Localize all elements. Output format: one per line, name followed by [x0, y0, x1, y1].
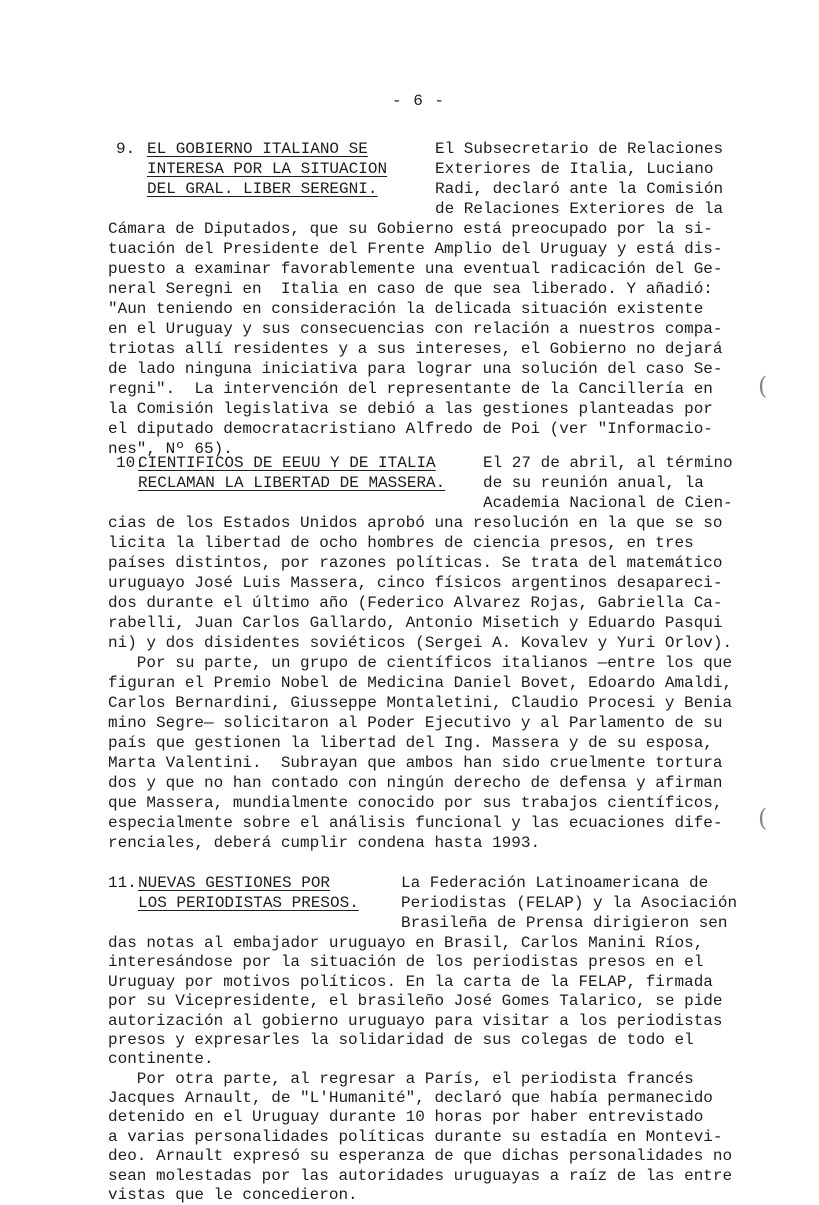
section-10-body-line: cias de los Estados Unidos aprobó una resolución en la que se so	[108, 514, 723, 532]
section-9-number: 9.	[116, 140, 136, 158]
section-9-intro-line: de Relaciones Exteriores de la	[435, 200, 724, 218]
section-10-body-line: Por su parte, un grupo de científicos italianos —entre los que	[108, 654, 733, 672]
section-10-body-line: uruguayo José Luis Massera, cinco físicos argentinos desapareci-	[108, 574, 723, 592]
section-10-body-line: Carlos Bernardini, Giusseppe Montaletini, Claudio Procesi y Benia	[108, 694, 733, 712]
section-11-body-line: por su Vicepresidente, el brasileño José Gomes Talarico, se pide	[108, 992, 723, 1011]
section-10-number: 10.	[116, 454, 145, 472]
section-9-heading-line: EL GOBIERNO ITALIANO SE	[147, 140, 368, 158]
section-11-heading-line: LOS PERIODISTAS PRESOS.	[138, 894, 359, 912]
section-10-body-line: Marta Valentini. Subrayan que ambos han sido cruelmente tortura	[108, 754, 723, 772]
section-10-body-line: países distintos, por razones políticas. Se trata del matemático	[108, 554, 723, 572]
section-11-body-line: Uruguay por motivos políticos. En la carta de la FELAP, firmada	[108, 972, 713, 991]
section-11-body-line: interesándose por la situación de los periodistas presos en el	[108, 953, 704, 972]
margin-mark: (	[758, 372, 768, 400]
section-11-body-line: deo. Arnault expresó su esperanza de que dichas personalidades no	[108, 1147, 733, 1166]
section-11-body-line: sean molestadas por las autoridades uruguayas a raíz de las entre	[108, 1166, 733, 1185]
section-10-body-line: país que gestionen la libertad del Ing. Massera y de su esposa,	[108, 734, 713, 752]
section-10-body-line: dos durante el último año (Federico Alvarez Rojas, Gabriella Ca-	[108, 594, 723, 612]
section-10-body-line: dos y que no han contado con ningún derecho de defensa y afirman	[108, 774, 723, 792]
section-9-body-line: regni". La intervención del representante de la Cancillería en	[108, 380, 713, 398]
section-9-body-line: puesto a examinar favorablemente una eventual radicación del Ge-	[108, 260, 723, 278]
section-10-intro-line: Academia Nacional de Cien-	[483, 494, 733, 512]
section-9-body-line: nes", Nº 65).	[108, 440, 233, 458]
section-9-heading-line: INTERESA POR LA SITUACION	[147, 160, 388, 178]
section-9-body-line: el diputado democratacristiano Alfredo de Poi (ver "Informacio-	[108, 420, 713, 438]
section-9-body-line: en el Uruguay y sus consecuencias con relación a nuestros compa-	[108, 320, 723, 338]
section-9-heading-line: DEL GRAL. LIBER SEREGNI.	[147, 180, 378, 198]
section-9-body-line: la Comisión legislativa se debió a las gestiones planteadas por	[108, 400, 713, 418]
section-9-body-line: "Aun teniendo en consideración la delicada situación existente	[108, 300, 704, 318]
section-11-body-line: vistas que le concedieron.	[108, 1186, 358, 1204]
section-11-body-line: presos y expresarles la solidaridad de sus colegas de todo el	[108, 1030, 694, 1049]
section-11-body-line: Jacques Arnault, de "L'Humanité", declaró que había permanecido	[108, 1089, 713, 1108]
page-number: - 6 -	[392, 92, 446, 110]
section-11-intro-line: Brasileña de Prensa dirigieron sen	[401, 914, 728, 932]
section-9-intro-line: Radi, declaró ante la Comisión	[435, 180, 724, 198]
section-10-body-line: rabelli, Juan Carlos Gallardo, Antonio Misetich y Eduardo Pasqui	[108, 614, 723, 632]
section-9-intro-line: Exteriores de Italia, Luciano	[435, 160, 714, 178]
margin-mark: (	[758, 804, 768, 832]
section-11-intro-line: La Federación Latinoamericana de	[401, 874, 709, 892]
section-11-body-line: a varias personalidades políticas durante su estadía en Montevi-	[108, 1127, 723, 1146]
section-9-body-line: de lado ninguna iniciativa para lograr una solución del caso Se-	[108, 360, 723, 378]
section-10-body-line: renciales, deberá cumplir condena hasta 1993.	[108, 834, 541, 852]
section-11-intro-line: Periodistas (FELAP) y la Asociación	[401, 894, 738, 912]
section-10-heading-line: CIENTIFICOS DE EEUU Y DE ITALIA	[138, 454, 436, 472]
section-10-body-line: que Massera, mundialmente conocido por sus trabajos científicos,	[108, 794, 723, 812]
section-10-heading-line: RECLAMAN LA LIBERTAD DE MASSERA.	[138, 474, 446, 492]
section-9-body-line: tuación del Presidente del Frente Amplio del Uruguay y está dis-	[108, 240, 723, 258]
section-11-heading-line: NUEVAS GESTIONES POR	[138, 874, 331, 892]
section-10-body-line: ni) y dos disidentes soviéticos (Sergei A. Kovalev y Yuri Orlov).	[108, 634, 733, 652]
section-11-body-line: continente.	[108, 1050, 214, 1069]
section-10-body-line: mino Segre— solicitaron al Poder Ejecutivo y al Parlamento de su	[108, 714, 723, 732]
section-9-body-line: Cámara de Diputados, que su Gobierno está preocupado por la si-	[108, 220, 713, 238]
section-11-body-line: detenido en el Uruguay durante 10 horas por haber entrevistado	[108, 1108, 704, 1127]
section-9-body-line: neral Seregni en Italia en caso de que sea liberado. Y añadió:	[108, 280, 713, 298]
section-10-body-line: licita la libertad de ocho hombres de ciencia presos, en tres	[108, 534, 694, 552]
section-11-body-line: autorización al gobierno uruguayo para visitar a los periodistas	[108, 1011, 723, 1030]
section-11-body-line: Por otra parte, al regresar a París, el periodista francés	[108, 1069, 694, 1088]
section-10-body-line: figuran el Premio Nobel de Medicina Daniel Bovet, Edoardo Amaldi,	[108, 674, 733, 692]
section-9-body-line: triotas allí residentes y a sus intereses, el Gobierno no dejará	[108, 340, 723, 358]
section-10-body-line: especialmente sobre el análisis funcional y las ecuaciones dife-	[108, 814, 723, 832]
section-11-body-line: das notas al embajador uruguayo en Brasil, Carlos Manini Ríos,	[108, 934, 704, 952]
section-9-intro-line: El Subsecretario de Relaciones	[435, 140, 724, 158]
section-11-number: 11.	[108, 874, 137, 892]
section-10-intro-line: El 27 de abril, al término	[483, 454, 733, 472]
section-10-intro-line: de su reunión anual, la	[483, 474, 704, 492]
